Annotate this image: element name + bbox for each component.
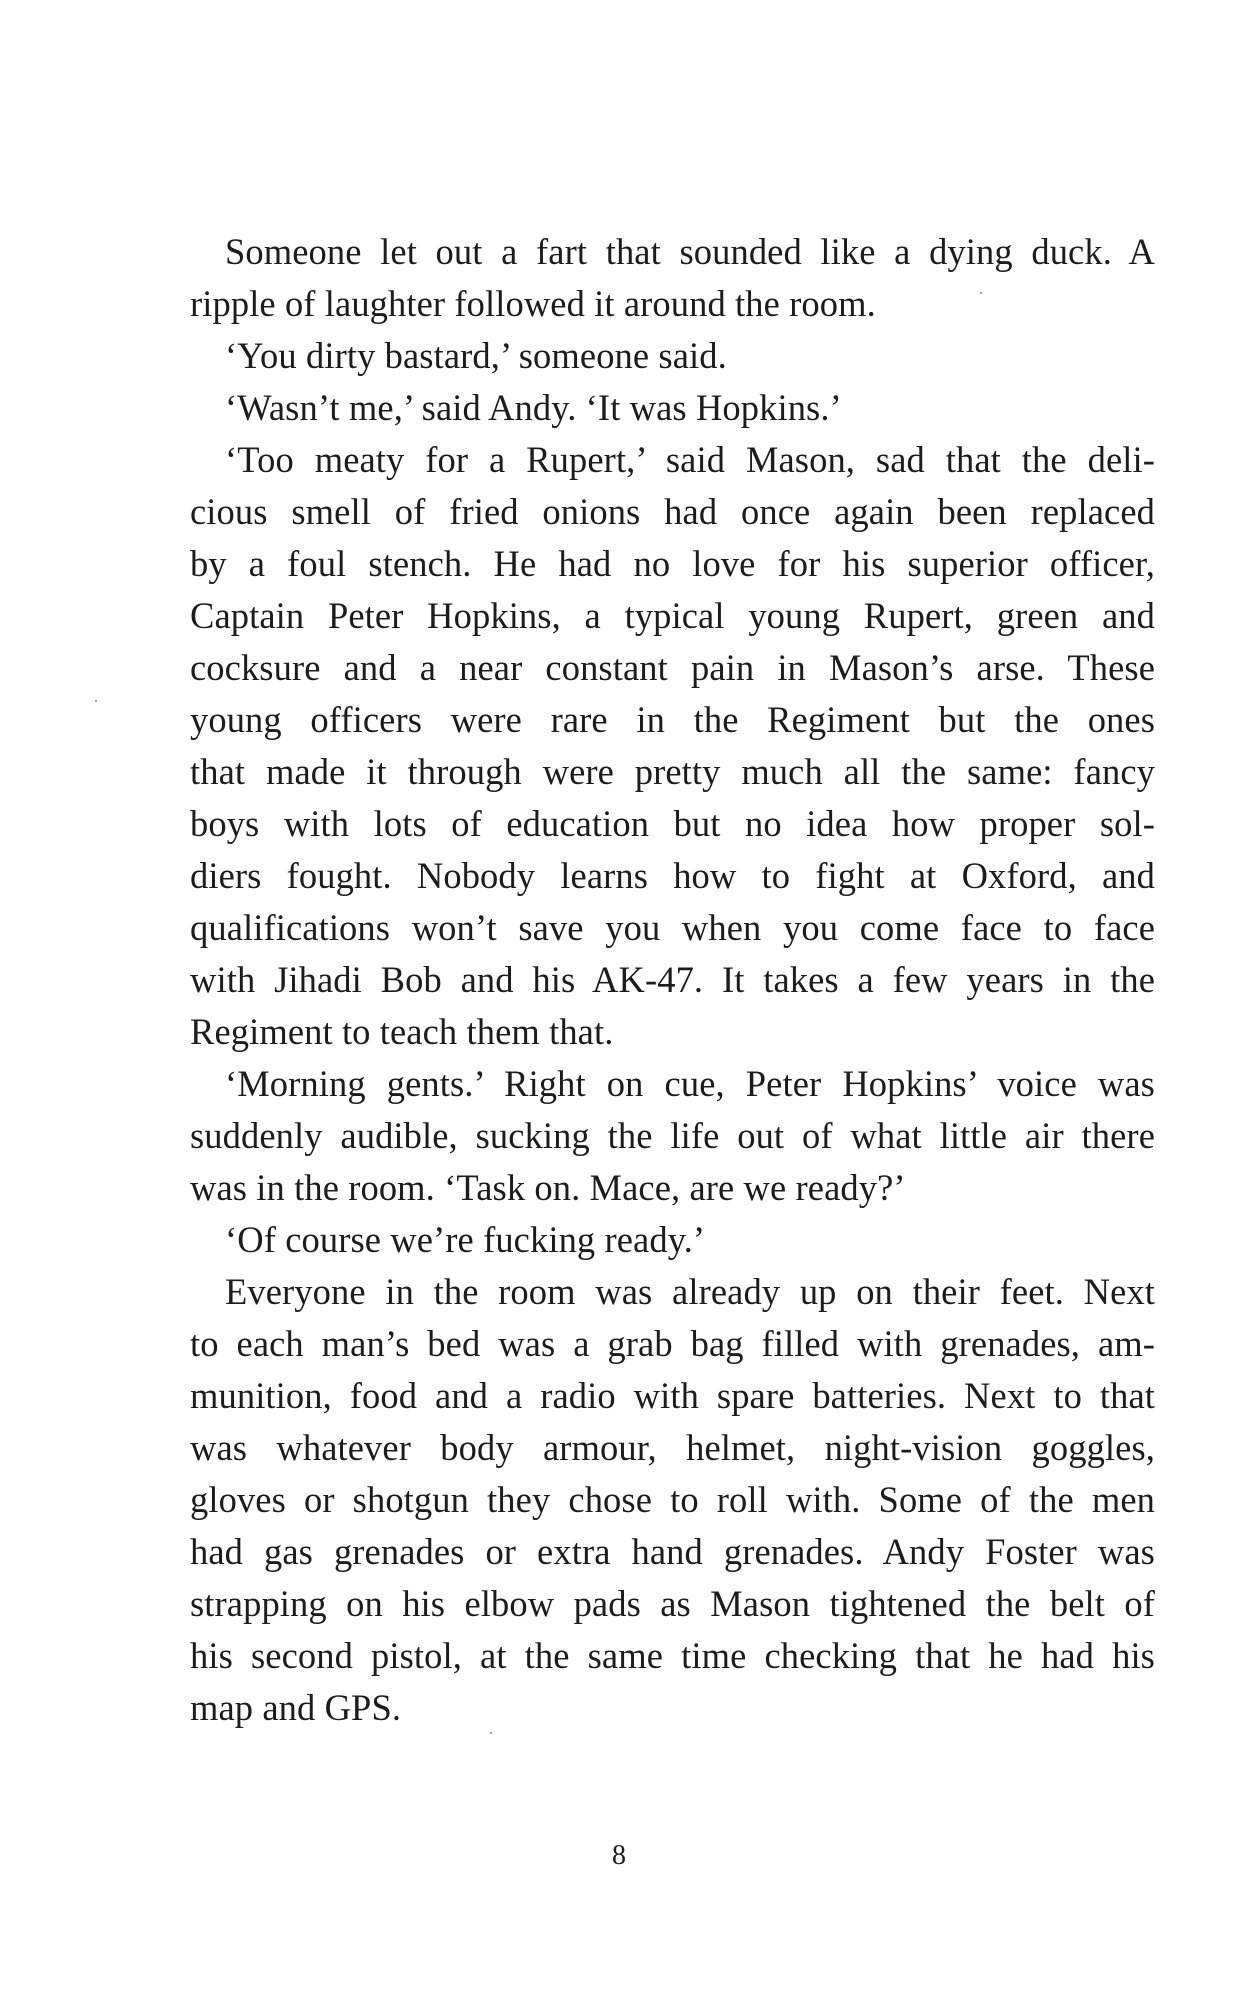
text-line: young officers were rare in the Regiment but the ones bbox=[190, 699, 1155, 740]
text-line: Regiment to teach them that. bbox=[190, 1011, 614, 1052]
text-line: ‘Too meaty for a Rupert,’ said Mason, sad that the deli- bbox=[225, 439, 1155, 480]
text-line: suddenly audible, sucking the life out of what little air there bbox=[190, 1115, 1155, 1156]
text-line: by a foul stench. He had no love for his superior officer, bbox=[190, 543, 1155, 584]
text-line: munition, food and a radio with spare batteries. Next to that bbox=[190, 1375, 1155, 1416]
text-line: ripple of laughter followed it around the room. bbox=[190, 283, 876, 324]
text-line: Captain Peter Hopkins, a typical young Rupert, green and bbox=[190, 595, 1155, 636]
text-line: ‘Of course we’re fucking ready.’ bbox=[225, 1219, 706, 1260]
text-line: ‘Morning gents.’ Right on cue, Peter Hopkins’ voice was bbox=[225, 1063, 1155, 1104]
text-line: strapping on his elbow pads as Mason tightened the belt of bbox=[190, 1583, 1155, 1624]
text-line: was in the room. ‘Task on. Mace, are we ready?’ bbox=[190, 1167, 906, 1208]
text-line: qualifications won’t save you when you come face to face bbox=[190, 907, 1155, 948]
text-line: Someone let out a fart that sounded like a dying duck. A bbox=[225, 231, 1155, 272]
text-line: with Jihadi Bob and his AK-47. It takes a few years in the bbox=[190, 959, 1155, 1000]
text-line: map and GPS. bbox=[190, 1687, 402, 1728]
text-line: had gas grenades or extra hand grenades. Andy Foster was bbox=[190, 1531, 1155, 1572]
text-line: boys with lots of education but no idea how proper sol- bbox=[190, 803, 1155, 844]
text-line: cocksure and a near constant pain in Mason’s arse. These bbox=[190, 647, 1155, 688]
body-text bbox=[190, 226, 1155, 1734]
text-line: that made it through were pretty much all the same: fancy bbox=[190, 751, 1155, 792]
scan-speck bbox=[490, 1732, 492, 1734]
scan-speck bbox=[980, 292, 982, 294]
text-line: to each man’s bed was a grab bag filled with grenades, am- bbox=[190, 1323, 1155, 1364]
text-line: his second pistol, at the same time checking that he had his bbox=[190, 1635, 1155, 1676]
scan-speck bbox=[95, 700, 97, 702]
text-line: ‘Wasn’t me,’ said Andy. ‘It was Hopkins.’ bbox=[225, 387, 842, 428]
text-line: diers fought. Nobody learns how to fight at Oxford, and bbox=[190, 855, 1155, 896]
text-line: Everyone in the room was already up on their feet. Next bbox=[225, 1271, 1155, 1312]
text-line: was whatever body armour, helmet, night-vision goggles, bbox=[190, 1427, 1155, 1468]
text-line: cious smell of fried onions had once again been replaced bbox=[190, 491, 1155, 532]
text-line: gloves or shotgun they chose to roll with. Some of the men bbox=[190, 1479, 1155, 1520]
text-line: ‘You dirty bastard,’ someone said. bbox=[225, 335, 727, 376]
page-number: 8 bbox=[612, 1840, 626, 1871]
